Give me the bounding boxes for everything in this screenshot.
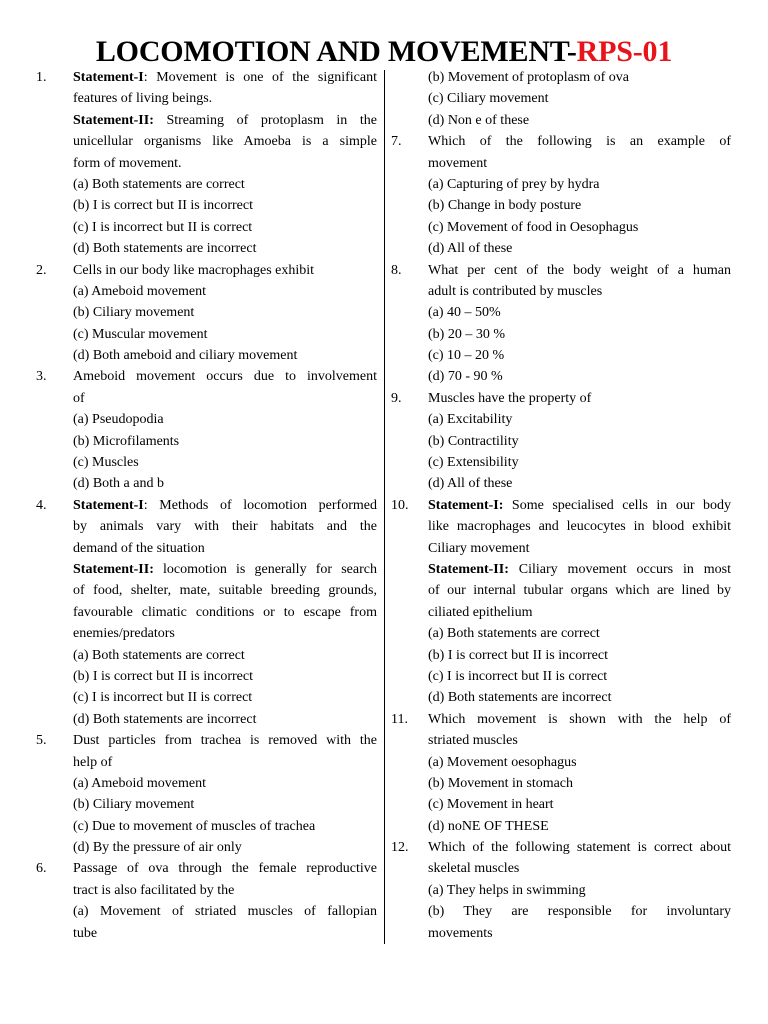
question-line: Which of the following statement is correct about bbox=[428, 840, 731, 856]
option-line: (d) Both statements are incorrect bbox=[73, 711, 257, 727]
statement-label: Statement-I: bbox=[428, 497, 504, 513]
option-line: (c) I is incorrect but II is correct bbox=[73, 690, 253, 706]
option-line: (c) Due to movement of muscles of trachea bbox=[73, 818, 316, 834]
option-line: (d) Both ameboid and ciliary movement bbox=[73, 348, 298, 364]
question-line: of our internal tubular organs which are lined by bbox=[428, 583, 731, 599]
question-number: 11. bbox=[391, 711, 408, 727]
question-line: What per cent of the body weight of a human bbox=[428, 262, 731, 278]
question-line: like macrophages and leucocytes in blood exhibit bbox=[428, 519, 731, 535]
statement-label: Statement-II: bbox=[73, 561, 154, 577]
question-line: Muscles have the property of bbox=[428, 390, 592, 406]
option-line: (c) Movement of food in Oesophagus bbox=[428, 219, 639, 235]
question-number: 10. bbox=[391, 497, 409, 513]
statement-label: Statement-II: bbox=[428, 561, 509, 577]
question-5 bbox=[36, 730, 377, 858]
option-line: (b) Change in body posture bbox=[428, 198, 582, 214]
statement-label: Statement-II: bbox=[73, 112, 154, 128]
page-title bbox=[0, 34, 768, 70]
question-6 bbox=[391, 67, 731, 131]
option-line: (b) Movement in stomach bbox=[428, 775, 574, 791]
option-line: (c) Movement in heart bbox=[428, 797, 554, 813]
question-line: adult is contributed by muscles bbox=[428, 283, 603, 299]
question-line: Dust particles from trachea is removed with the bbox=[73, 733, 377, 749]
question-number: 12. bbox=[391, 840, 409, 856]
question-line: of bbox=[73, 390, 85, 406]
option-line: (d) By the pressure of air only bbox=[73, 840, 242, 856]
option-line: (a) Both statements are correct bbox=[73, 176, 245, 192]
statement-label: Statement-I bbox=[73, 497, 144, 513]
option-line: (d) Both statements are incorrect bbox=[428, 690, 612, 706]
question-number: 8. bbox=[391, 262, 402, 278]
question-number: 3. bbox=[36, 369, 47, 385]
question-line: help of bbox=[73, 754, 113, 770]
question-line: movement bbox=[428, 155, 488, 171]
question-line: ciliated epithelium bbox=[428, 604, 533, 620]
option-line: (a) Excitability bbox=[428, 412, 513, 428]
option-line: (d) 70 - 90 % bbox=[428, 369, 503, 385]
question-line: Passage of ova through the female reproductive bbox=[73, 861, 377, 877]
question-10 bbox=[391, 495, 731, 709]
statement-line: Statement-II: Ciliary movement occurs in most bbox=[428, 561, 731, 577]
option-line: (a) Both statements are correct bbox=[73, 647, 245, 663]
option-line: (c) Ciliary movement bbox=[428, 91, 549, 107]
question-12 bbox=[391, 837, 731, 944]
question-8 bbox=[391, 260, 731, 388]
question-line: unicellular organisms like Amoeba is a simple bbox=[73, 134, 377, 150]
option-line: (b) Ciliary movement bbox=[73, 305, 195, 321]
option-line: (a) Pseudopodia bbox=[73, 412, 164, 428]
option-line: (b) Microfilaments bbox=[73, 433, 180, 449]
option-line: (b) Ciliary movement bbox=[73, 797, 195, 813]
option-line: (c) Muscular movement bbox=[73, 326, 208, 342]
left-column bbox=[36, 67, 377, 944]
option-line: (b) 20 – 30 % bbox=[428, 326, 505, 342]
option-line: (a) Both statements are correct bbox=[428, 626, 600, 642]
right-column bbox=[391, 67, 731, 944]
statement-line: Statement-I: Movement is one of the significant bbox=[73, 70, 377, 85]
option-line: (b) They are responsible for involuntary bbox=[428, 904, 731, 920]
statement-line: Statement-I: Methods of locomotion performed bbox=[73, 497, 377, 513]
question-1 bbox=[36, 67, 377, 260]
question-line: Cells in our body like macrophages exhibit bbox=[73, 262, 315, 278]
question-7 bbox=[391, 131, 731, 259]
statement-line: Statement-II: Streaming of protoplasm in the bbox=[73, 112, 377, 128]
option-line: (b) I is correct but II is incorrect bbox=[73, 668, 253, 684]
question-line: form of movement. bbox=[73, 155, 182, 171]
option-line: (d) Both a and b bbox=[73, 476, 164, 492]
option-line: (c) 10 – 20 % bbox=[428, 348, 505, 364]
option-line: (b) I is correct but II is incorrect bbox=[73, 198, 253, 214]
question-11 bbox=[391, 709, 731, 837]
option-line: (d) All of these bbox=[428, 241, 513, 257]
option-line: (d) All of these bbox=[428, 476, 513, 492]
title-code: RPS-01 bbox=[576, 35, 673, 68]
option-line: (d) Both statements are incorrect bbox=[73, 241, 257, 257]
option-line: (a) They helps in swimming bbox=[428, 882, 586, 898]
option-line: (c) Muscles bbox=[73, 455, 139, 471]
option-line: (d) Non e of these bbox=[428, 112, 530, 128]
question-line: features of living beings. bbox=[73, 91, 213, 107]
option-line: (a) Movement oesophagus bbox=[428, 754, 577, 770]
option-line: (a) Ameboid movement bbox=[73, 775, 206, 791]
question-line: skeletal muscles bbox=[428, 861, 520, 877]
option-line: (c) Extensibility bbox=[428, 455, 519, 471]
question-line: striated muscles bbox=[428, 733, 518, 749]
title-main: LOCOMOTION AND MOVEMENT- bbox=[95, 35, 577, 68]
question-line: tube bbox=[73, 925, 98, 941]
statement-label: Statement-I bbox=[73, 70, 144, 85]
question-line: of food, shelter, mate, suitable breeding grounds, bbox=[73, 583, 377, 599]
statement-line: Statement-II: locomotion is generally for search bbox=[73, 561, 377, 577]
question-number: 2. bbox=[36, 262, 47, 278]
question-line: by animals vary with their habitats and the bbox=[73, 519, 377, 535]
question-line: Which of the following is an example of bbox=[428, 134, 731, 150]
question-9 bbox=[391, 388, 731, 495]
option-line: (b) Movement of protoplasm of ova bbox=[428, 70, 630, 85]
question-line: tract is also facilitated by the bbox=[73, 882, 235, 898]
question-line: enemies/predators bbox=[73, 626, 175, 642]
question-line: Ameboid movement occurs due to involvement bbox=[73, 369, 377, 385]
option-line: (c) I is incorrect but II is correct bbox=[73, 219, 253, 235]
option-line: (a) Ameboid movement bbox=[73, 283, 206, 299]
question-4 bbox=[36, 495, 377, 730]
question-line: favourable climatic conditions or to escape from bbox=[73, 604, 377, 620]
question-number: 9. bbox=[391, 390, 402, 406]
statement-line: Statement-I: Some specialised cells in our body bbox=[428, 497, 731, 513]
question-number: 5. bbox=[36, 733, 47, 749]
option-line: (b) I is correct but II is incorrect bbox=[428, 647, 608, 663]
question-line: movements bbox=[428, 925, 493, 941]
option-line: (a) Movement of striated muscles of fallopian bbox=[73, 904, 377, 920]
column-divider bbox=[384, 70, 385, 944]
question-number: 7. bbox=[391, 134, 402, 150]
option-line: (b) Contractility bbox=[428, 433, 519, 449]
question-3 bbox=[36, 366, 377, 494]
question-number: 6. bbox=[36, 861, 47, 877]
option-line: (a) 40 – 50% bbox=[428, 305, 501, 321]
question-line: demand of the situation bbox=[73, 540, 205, 556]
question-number: 4. bbox=[36, 497, 47, 513]
question-2 bbox=[36, 260, 377, 367]
option-line: (d) noNE OF THESE bbox=[428, 818, 549, 834]
question-6 bbox=[36, 858, 377, 944]
question-line: Which movement is shown with the help of bbox=[428, 711, 731, 727]
question-line: Ciliary movement bbox=[428, 540, 530, 556]
option-line: (a) Capturing of prey by hydra bbox=[428, 176, 600, 192]
question-number: 1. bbox=[36, 70, 47, 85]
option-line: (c) I is incorrect but II is correct bbox=[428, 668, 608, 684]
